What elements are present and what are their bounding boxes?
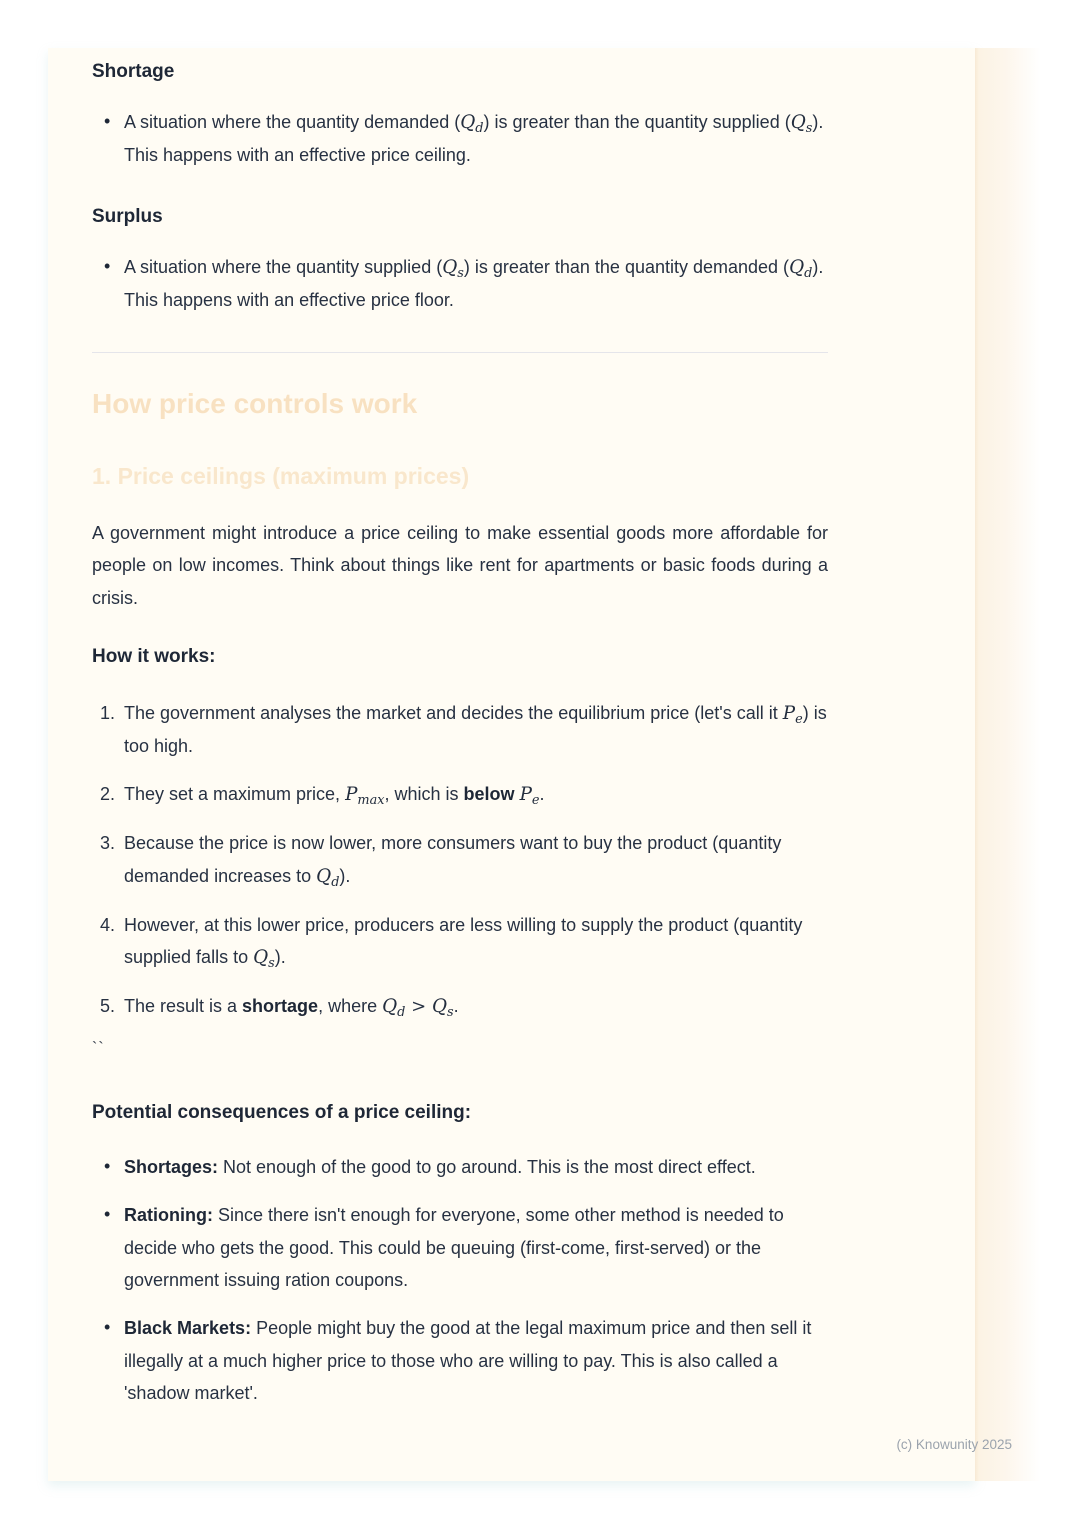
step-item: [92, 697, 828, 762]
how-it-works-heading: How it works:: [92, 646, 216, 668]
math-base: P: [782, 702, 796, 724]
main-title: How price controls work: [92, 388, 418, 420]
page-edge-strip: [975, 48, 1045, 1481]
text-segment: They set a maximum price,: [124, 784, 346, 805]
consequences-list: [92, 1151, 828, 1410]
text-segment: People might buy the good at the legal maximum price and then sell it illegally at a much higher price to those who are willing to pay. This is also called a 'shadow market'.: [124, 1318, 812, 1404]
bullet-icon: •: [104, 255, 111, 276]
text-segment: Not enough of the good to go around. This is the most direct effect.: [218, 1156, 756, 1177]
math-base: Q: [790, 111, 806, 133]
step-text: [124, 833, 782, 890]
text-segment: Since there isn't enough for everyone, some other method is needed to decide who gets the good. This could be queuing (first-come, first-served) or the government issuing ration coupons.: [124, 1205, 784, 1291]
surplus-list: [92, 251, 828, 316]
list-item: [92, 251, 828, 316]
subsection-title: 1. Price ceilings (maximum prices): [92, 463, 470, 490]
math-qd: [316, 865, 340, 890]
list-item: [92, 1199, 828, 1296]
list-item-text: [124, 1318, 811, 1403]
bold-text: below: [463, 784, 520, 805]
math-qs: [790, 111, 813, 136]
bold-text: Shortages:: [124, 1156, 219, 1177]
watermark: (c) Knowunity 2025: [896, 1437, 1012, 1452]
math-subscript: e: [795, 711, 803, 727]
math-base: Q: [431, 996, 447, 1018]
step-item: [92, 909, 828, 974]
surplus-heading: Surplus: [92, 206, 163, 228]
step-text: [124, 784, 545, 808]
step-text: [124, 996, 459, 1020]
text-segment: ).: [339, 865, 351, 886]
text-segment: The government analyses the market and decides the equilibrium price (let's call it: [124, 702, 783, 723]
text-segment: However, at this lower price, producers are less willing to supply the product (quantity supplied falls to: [124, 914, 803, 968]
math-base: Q: [460, 111, 476, 133]
math-base: Q: [789, 256, 805, 278]
text-segment: .: [453, 996, 459, 1017]
math-qs: [442, 256, 464, 281]
list-item: [92, 106, 828, 171]
step-number: 1.: [100, 702, 116, 723]
shortage-heading: Shortage: [92, 61, 175, 82]
text-segment: A situation where the quantity demanded (: [124, 111, 461, 132]
text-segment: The result is a: [124, 996, 243, 1017]
bold-text: Rationing:: [124, 1205, 213, 1226]
math-subscript: e: [531, 793, 540, 808]
math-subscript: d: [475, 120, 484, 136]
math-pe: [782, 702, 803, 727]
step-item: [92, 778, 828, 811]
math-base: Q: [316, 865, 332, 887]
step-number: 3.: [100, 833, 116, 854]
math-qs: [253, 947, 275, 971]
bold-text: shortage: [242, 996, 319, 1017]
list-item-text: [124, 257, 823, 310]
step-text: [124, 703, 827, 756]
math-base: Q: [382, 996, 398, 1018]
math-qd: [382, 996, 406, 1020]
consequences-heading: Potential consequences of a price ceiling:: [92, 1102, 472, 1124]
math-pmax: [345, 784, 385, 808]
text-segment: ) is too high.: [124, 702, 827, 756]
stray-backticks: ``: [92, 1040, 105, 1058]
math-subscript: s: [268, 955, 275, 971]
step-text: [124, 914, 803, 971]
notes-page: [48, 48, 975, 1481]
step-item: [92, 827, 828, 892]
text-segment: A situation where the quantity supplied (: [124, 256, 443, 277]
shortage-list: [92, 106, 828, 171]
math-operator: >: [405, 996, 432, 1018]
math-base: Q: [253, 947, 269, 969]
bullet-icon: •: [104, 1204, 111, 1225]
math-subscript: s: [805, 120, 813, 136]
math-base: P: [519, 784, 532, 806]
page-content: [48, 48, 828, 1410]
step-number: 2.: [100, 784, 116, 805]
step-number: 4.: [100, 914, 116, 935]
intro-paragraph: A government might introduce a price ceiling to make essential goods more affordable for people on low incomes. Think about things like rent for apartments or basic foods during a crisis.: [92, 522, 828, 608]
step-item: [92, 990, 828, 1023]
math-subscript: max: [357, 793, 385, 808]
math-base: P: [345, 784, 358, 806]
list-item: [92, 1151, 828, 1183]
math-subscript: s: [447, 1004, 454, 1020]
list-item-text: [124, 112, 823, 165]
bullet-icon: •: [104, 1155, 111, 1176]
math-qs: [431, 996, 454, 1020]
text-segment: .: [539, 784, 545, 805]
text-segment: ). This happens with an effective price floor.: [124, 256, 824, 310]
text-segment: , where: [318, 996, 383, 1017]
text-segment: , which is: [384, 784, 464, 805]
list-item-text: [124, 1205, 784, 1290]
text-segment: ).: [274, 947, 286, 968]
steps-list: [92, 697, 828, 1024]
text-segment: ). This happens with an effective price ceiling.: [124, 111, 824, 165]
bullet-icon: •: [104, 110, 111, 131]
list-item-text: [124, 1157, 756, 1177]
bullet-icon: •: [104, 1317, 111, 1338]
section-divider: [92, 352, 828, 353]
text-segment: ) is greater than the quantity demanded (: [463, 256, 790, 277]
math-subscript: d: [397, 1004, 406, 1020]
math-qd: [460, 111, 484, 136]
step-number: 5.: [100, 996, 116, 1017]
math-subscript: d: [331, 874, 340, 890]
math-base: Q: [442, 256, 458, 278]
math-subscript: d: [804, 265, 813, 281]
text-segment: ) is greater than the quantity supplied (: [483, 111, 791, 132]
text-segment: Because the price is now lower, more consumers want to buy the product (quantity demanded increases to: [124, 833, 782, 886]
list-item: [92, 1312, 828, 1409]
math-qd: [789, 256, 813, 281]
math-subscript: s: [457, 265, 464, 281]
bold-text: Black Markets:: [124, 1318, 252, 1339]
math-pe: [519, 784, 540, 808]
